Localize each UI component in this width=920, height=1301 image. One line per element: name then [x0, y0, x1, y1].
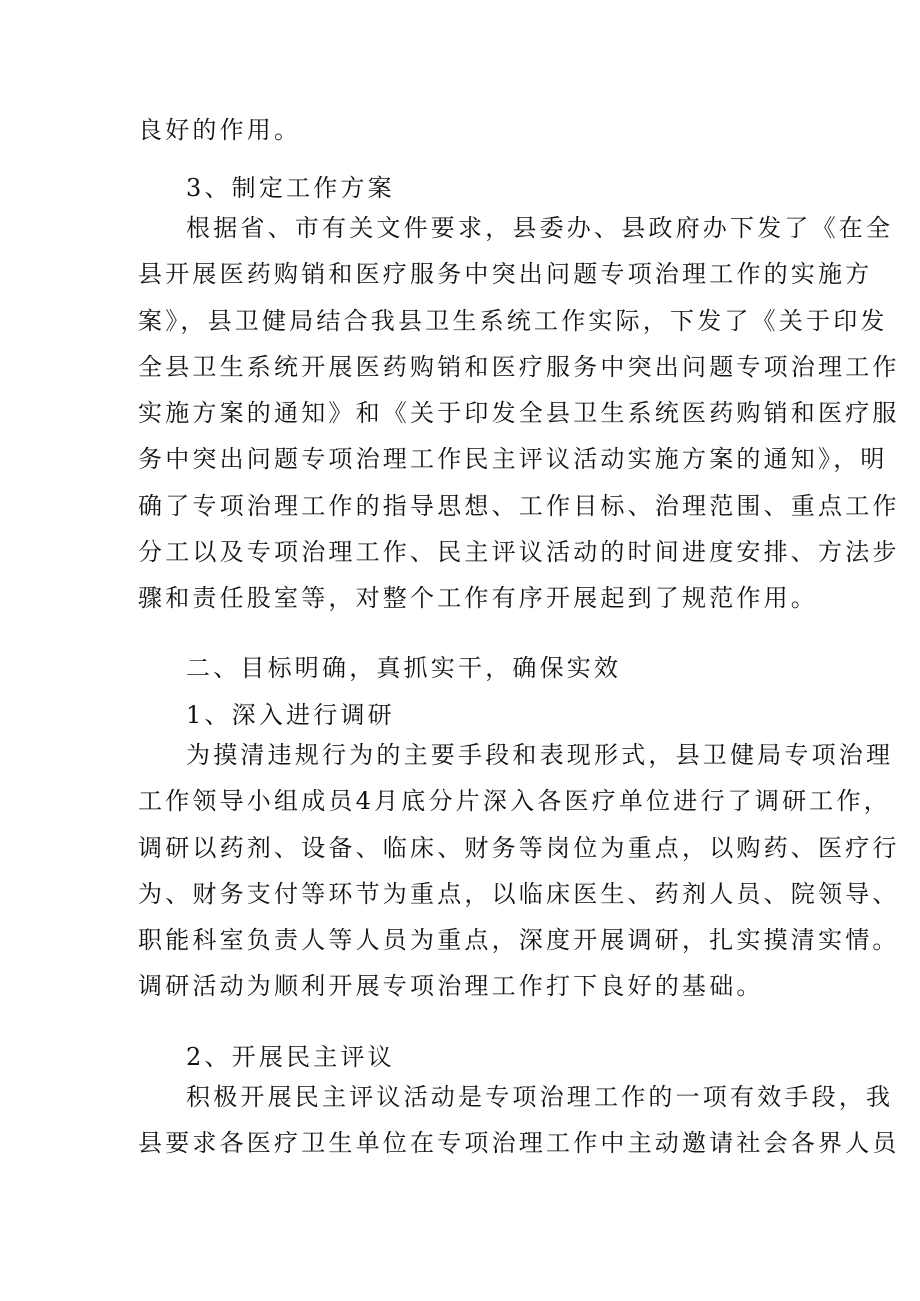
text-line: 良好的作用。	[138, 116, 302, 144]
heading-section-two: 二、目标明确，真抓实干，确保实效	[186, 654, 622, 682]
paragraph-plan	[138, 205, 900, 622]
text-line: 县开展医药购销和医疗服务中突出问题专项治理工作的实施方	[138, 260, 873, 289]
paragraph-research	[138, 732, 900, 1010]
text-line: 确了专项治理工作的指导思想、工作目标、治理范围、重点工作	[138, 491, 900, 520]
paragraph-review	[138, 1074, 900, 1167]
text-line: 积极开展民主评议活动是专项治理工作的一项有效手段，我	[186, 1083, 894, 1111]
text-line: 骤和责任股室等，对整个工作有序开展起到了规范作用。	[138, 584, 818, 613]
text-line: 为摸清违规行为的主要手段和表现形式，县卫健局专项治理	[186, 741, 894, 769]
text-line: 县要求各医疗卫生单位在专项治理工作中主动邀请社会各界人员	[138, 1129, 900, 1158]
text-line: 为、财务支付等环节为重点，以临床医生、药剂人员、院领导、	[138, 879, 900, 908]
text-line: 务中突出问题专项治理工作民主评议活动实施方案的通知》，明	[138, 445, 888, 474]
heading-make-plan: 3、制定工作方案	[186, 174, 395, 202]
text-line: 工作领导小组成员4月底分片深入各医疗单位进行了调研工作，	[138, 787, 891, 816]
heading-democratic-review: 2、开展民主评议	[186, 1043, 395, 1071]
text-line: 分工以及专项治理工作、民主评议活动的时间进度安排、方法步	[138, 538, 900, 567]
text-line: 根据省、市有关文件要求，县委办、县政府办下发了《在全	[186, 214, 894, 242]
text-line: 案》，县卫健局结合我县卫生系统工作实际，下发了《关于印发	[138, 306, 888, 335]
paragraph-intro-tail	[138, 107, 792, 153]
text-line: 职能科室负责人等人员为重点，深度开展调研，扎实摸清实情。	[138, 926, 900, 955]
text-line: 实施方案的通知》和《关于印发全县卫生系统医药购销和医疗服	[138, 399, 900, 428]
text-line: 全县卫生系统开展医药购销和医疗服务中突出问题专项治理工作	[138, 352, 900, 381]
text-line: 调研以药剂、设备、临床、财务等岗位为重点，以购药、医疗行	[138, 833, 900, 862]
heading-research: 1、深入进行调研	[186, 701, 395, 729]
text-line: 调研活动为顺利开展专项治理工作打下良好的基础。	[138, 972, 764, 1001]
